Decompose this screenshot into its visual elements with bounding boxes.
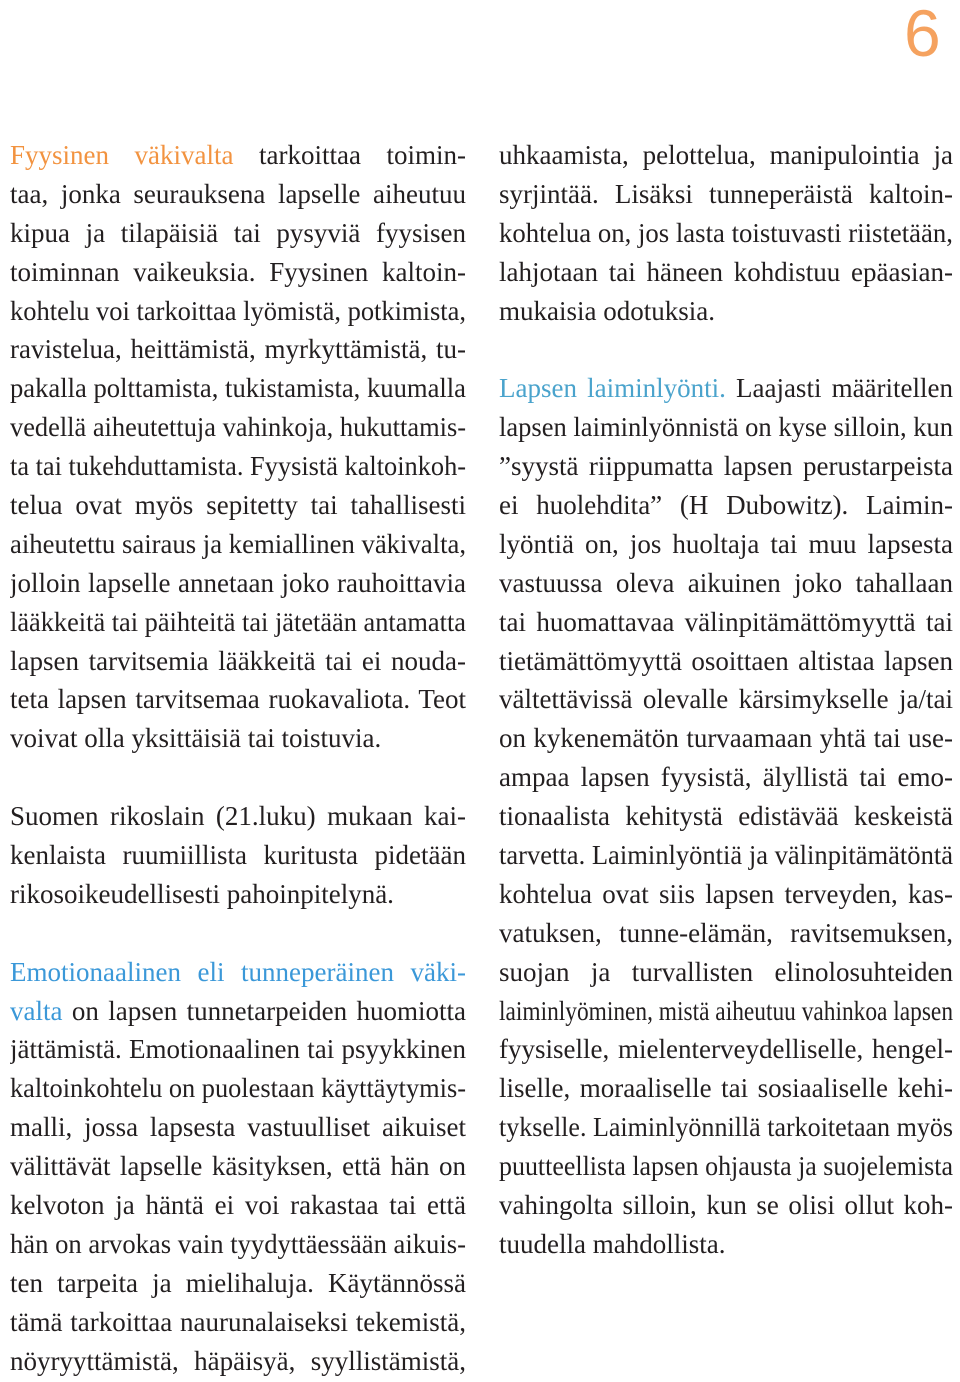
line-text: ”syystä riippumatta lapsen perustarpeista [499,451,953,482]
line-text: liselle, moraaliselle tai sosiaaliselle kehi- [499,1073,953,1104]
text-line [499,175,953,214]
line-text: on kykenemätön turvaamaan yhtä tai use- [499,723,953,754]
line-text: laiminlyöminen, mistä aiheutuu vahinkoa lapsen [499,995,953,1026]
line-text: suojan ja turvallisten elinolosuhteiden [499,956,953,987]
text-line [10,136,466,175]
text-line [499,953,953,992]
text-line [499,875,953,914]
text-line [10,1264,466,1303]
text-line [499,1069,953,1108]
line-text: teta lapsen tarvitsemaa ruokavaliota. Teot [10,684,466,715]
line-text: lapsen tarvitsemia lääkkeitä tai ei nouda- [10,645,466,676]
line-text: fyysiselle, mielenterveydelliselle, hengel- [499,1034,953,1065]
text-line [499,1225,953,1264]
line-text: kelvoton ja häntä ei voi rakastaa tai että [10,1190,466,1221]
line-text: lyöntiä on, jos huoltaja tai muu lapsesta [499,528,953,559]
text-line [499,447,953,486]
line-text: ampaa lapsen fyysistä, älyllistä tai emo- [499,762,953,793]
text-line [10,1225,466,1264]
text-line [10,292,466,331]
line-text: tykselle. Laiminlyönnillä tarkoitetaan myös [499,1112,953,1143]
line-text: lääkkeitä tai päihteitä tai jätetään antamatta [10,606,466,637]
line-text: rikosoikeudellisesti pahoinpitelynä. [10,878,394,909]
line-text: toiminnan vaikeuksia. Fyysinen kaltoin- [10,256,466,287]
text-line [10,875,466,914]
text-line [10,369,466,408]
text-line [10,175,466,214]
text-line [10,1342,466,1381]
paragraph-neglect [499,369,953,1263]
line-text: lahjotaan tai häneen kohdistuu epäasian- [499,256,953,287]
line-text: kohtelu voi tarkoittaa lyömistä, potkimista, [10,295,466,326]
text-line [499,758,953,797]
text-line [499,408,953,447]
line-text: tionaalista kehitystä edistävää keskeistä [499,801,953,832]
line-text-rest: tarkoittaa toimin- [259,140,466,170]
right-column [499,136,953,1264]
paragraph-spacer [10,914,466,953]
text-line [10,1069,466,1108]
line-text: malli, jossa lapsesta vastuulliset aikuiset [10,1112,466,1143]
line-text: uhkaamista, pelottelua, manipulointia ja [499,140,953,170]
text-line [499,719,953,758]
line-text: vastuussa oleva aikuinen joko tahallaan [499,567,953,598]
line-text: voivat olla yksittäisiä tai toistuvia. [10,723,382,754]
heading-emotional-violence-end: valta [10,995,63,1026]
text-line [499,564,953,603]
line-text-rest: on lapsen tunnetarpeiden huomiotta [71,995,466,1026]
line-text: ten tarpeita ja mielihaluja. Käytännössä [10,1267,466,1298]
text-line [499,214,953,253]
line-text: vatuksen, tunne-elämän, ravitsemuksen, [499,917,953,948]
line-text: vahingolta silloin, kun se olisi ollut koh- [499,1190,953,1221]
line-text: mukaisia odotuksia. [499,295,715,326]
line-text: tai huomattavaa välinpitämättömyyttä tai [499,606,953,637]
line-text: tuudella mahdollista. [499,1228,726,1259]
text-line [10,680,466,719]
text-line [499,486,953,525]
line-text: pakalla polttamista, tukistamista, kuumalla [10,373,466,404]
text-line [10,1147,466,1186]
paragraph-spacer [499,330,953,369]
text-line [10,214,466,253]
line-text: jolloin lapselle annetaan joko rauhoittavia [10,567,466,598]
paragraph-emotional-violence [10,953,466,1381]
text-line [10,719,466,758]
page-number: 6 [904,0,941,70]
line-text [499,373,953,403]
text-line [499,1030,953,1069]
left-column [10,136,466,1381]
text-line [499,836,953,875]
line-text: kipua ja tilapäisiä tai pysyviä fyysisen [10,217,466,248]
heading-emotional-violence: Emotionaalinen eli tunneperäinen väki- [10,956,466,987]
text-line [499,603,953,642]
text-line [499,136,953,175]
line-text: Suomen rikoslain (21.luku) mukaan kai- [10,801,466,832]
line-text: kohtelua on, jos lasta toistuvasti riistetään, [499,217,953,248]
line-text: jättämistä. Emotionaalinen tai psyykkinen [10,1034,466,1065]
text-line [10,1186,466,1225]
line-text: aiheutettu sairaus ja kemiallinen väkivalta, [10,528,466,559]
line-text: kohtelua ovat siis lapsen terveyden, kas- [499,878,953,909]
text-line [10,564,466,603]
line-text: kaltoinkohtelu on puolestaan käyttäytymis- [10,1073,466,1104]
line-text: tämä tarkoittaa naurunalaiseksi tekemistä, [10,1306,466,1337]
paragraph-criminal-law [10,797,466,914]
text-line [10,992,466,1031]
line-text: lapsen laiminlyönnistä on kyse silloin, kun [499,412,953,443]
text-line [499,1186,953,1225]
text-line [499,1147,953,1186]
text-line [10,642,466,681]
text-line [499,797,953,836]
line-text: nöyryyttämistä, häpäisyä, syyllistämistä, [10,1345,466,1376]
line-text: ta tai tukehduttamista. Fyysistä kaltoinkoh- [10,451,466,482]
text-line [10,1303,466,1342]
line-text: tarvetta. Laiminlyöntiä ja välinpitämätöntä [499,840,953,871]
text-line [499,369,953,408]
text-line [499,525,953,564]
text-line [499,914,953,953]
line-text: puutteellista lapsen ohjausta ja suojelemista [499,1151,953,1182]
text-line [10,603,466,642]
line-text: tietämättömyyttä osoittaen altistaa lapsen [499,645,953,676]
text-line [10,1108,466,1147]
text-line [10,408,466,447]
text-line [499,292,953,331]
heading-neglect: Lapsen laiminlyönti. [499,373,726,404]
line-text: kenlaista ruumiillista kuritusta pidetään [10,840,466,871]
text-line [10,447,466,486]
line-text: telua ovat myös sepitetty tai tahallisesti [10,490,466,521]
text-line [10,836,466,875]
text-line [499,680,953,719]
text-line [10,1030,466,1069]
text-line [10,797,466,836]
line-text-rest: Laajasti määritellen [735,373,953,404]
paragraph-spacer [10,758,466,797]
text-line [499,253,953,292]
line-text: vältettävissä olevalle kärsimykselle ja/tai [499,684,953,715]
heading-physical-violence: Fyysinen väkivalta [10,140,234,170]
text-line [10,953,466,992]
line-text: ei huolehdita” (H Dubowitz). Laimin- [499,490,953,521]
text-line [499,992,953,1031]
line-text: ravistelua, heittämistä, myrkyttämistä, tu- [10,334,466,365]
line-text [10,957,466,987]
line-text [10,140,466,170]
line-text [10,996,466,1026]
paragraph-emotional-violence-continued [499,136,953,330]
line-text: vedellä aiheutettuja vahinkoja, hukuttamis- [10,412,466,443]
line-text: välittävät lapselle käsityksen, että hän on [10,1151,466,1182]
line-text: syrjintää. Lisäksi tunneperäistä kaltoin- [499,178,953,209]
text-line [10,253,466,292]
line-text: taa, jonka seurauksena lapselle aiheutuu [10,178,466,209]
text-line [499,642,953,681]
paragraph-physical-violence [10,136,466,758]
text-line [499,1108,953,1147]
text-line [10,486,466,525]
line-text: hän on arvokas vain tyydyttäessään aikuis- [10,1228,466,1259]
text-line [10,330,466,369]
text-line [10,525,466,564]
